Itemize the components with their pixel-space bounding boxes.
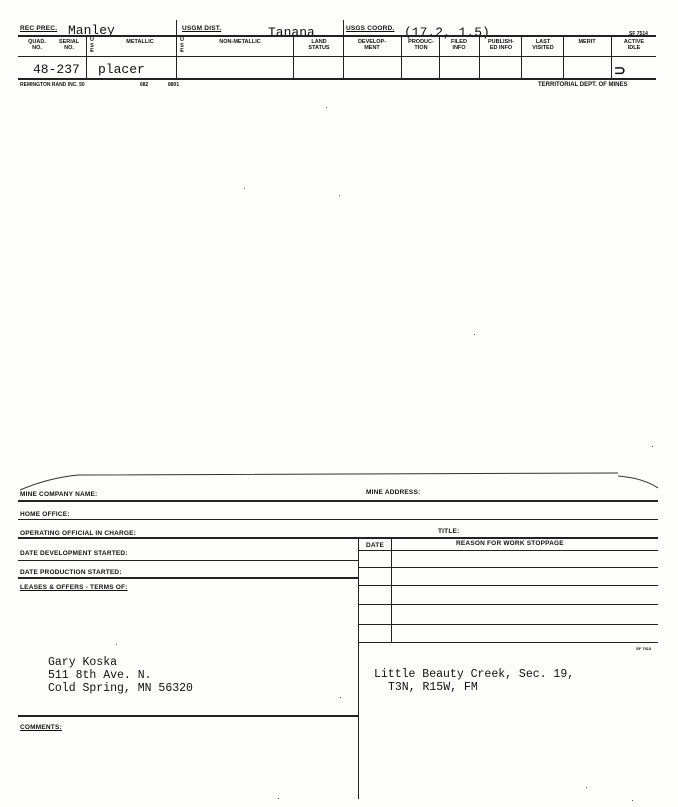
location-line-2: T3N, R15W, FM	[388, 681, 478, 694]
land-status-label: LAND STATUS	[308, 39, 330, 51]
owner-block	[48, 656, 193, 695]
non-metallic-codes: U S E	[180, 37, 184, 54]
date-production-label: DATE PRODUCTION STARTED:	[20, 569, 122, 576]
quad-serial-value: 48-237	[33, 62, 80, 77]
row-bottom-rule	[18, 78, 656, 80]
non-metallic-label: NON-METALLIC	[219, 39, 261, 45]
card-top-edge	[18, 470, 658, 492]
rec-prec-label: REC PREC.	[20, 25, 58, 32]
date-column-label: DATE	[366, 542, 385, 549]
form-number-bottom: SF 7515	[636, 646, 652, 651]
printer-line: REMINGTON RAND INC. 50	[20, 82, 85, 88]
leases-label: LEASES & OFFERS - TERMS OF:	[20, 584, 128, 591]
location-line-1: Little Beauty Creek, Sec. 19,	[374, 668, 575, 681]
title-label: TITLE:	[438, 528, 460, 535]
mine-company-name-label: MINE COMPANY NAME:	[20, 491, 98, 498]
location-block	[374, 668, 574, 694]
date-development-label: DATE DEVELOPMENT STARTED:	[20, 550, 128, 557]
mine-address-label: MINE ADDRESS:	[366, 489, 421, 496]
metallic-value: placer	[98, 62, 145, 77]
active-idle-label: ACTIVE IDLE	[623, 39, 645, 51]
operating-official-label: OPERATING OFFICIAL IN CHARGE:	[20, 530, 137, 537]
column-rule	[18, 56, 656, 57]
usgs-coord-value: (17.2, 1.5)	[404, 25, 490, 40]
department-label: TERRITORIAL DEPT. OF MINES	[538, 82, 628, 88]
last-visited-label: LAST VISITED	[532, 39, 554, 51]
home-office-label: HOME OFFICE:	[20, 511, 70, 518]
owner-city: Cold Spring, MN 56320	[48, 682, 193, 695]
published-info-label: PUBLISH- ED INFO	[488, 39, 514, 51]
filed-info-label: FILED INFO	[451, 39, 467, 51]
printer-code-2: 8801	[168, 82, 180, 88]
development-label: DEVELOP- MENT	[357, 39, 387, 51]
metallic-codes: U S E	[90, 37, 94, 54]
usgs-coord-label: USGS COORD.	[346, 25, 395, 32]
header-rule	[18, 35, 656, 37]
comments-label: COMMENTS:	[20, 724, 62, 731]
metallic-label: METALLIC	[126, 39, 154, 45]
owner-street: 511 8th Ave. N.	[48, 669, 152, 682]
form-number-top: SF 7514	[629, 31, 648, 37]
rec-prec-value: Manley	[68, 23, 115, 38]
owner-name: Gary Koska	[48, 656, 118, 669]
printer-code-1: 682	[140, 82, 149, 88]
active-idle-mark: ⊃	[614, 62, 626, 78]
usgm-dist-label: USGM DIST.	[182, 25, 222, 32]
center-divider	[358, 537, 359, 799]
quad-no-label: QUAD. NO.	[28, 39, 46, 51]
reason-column-label: REASON FOR WORK STOPPAGE	[456, 540, 564, 547]
serial-no-label: SERIAL NO.	[58, 39, 80, 51]
production-label: PRODUC- TION	[408, 39, 434, 51]
merit-label: MERIT	[578, 39, 596, 45]
usgm-dist-value: Tanana	[268, 25, 315, 40]
